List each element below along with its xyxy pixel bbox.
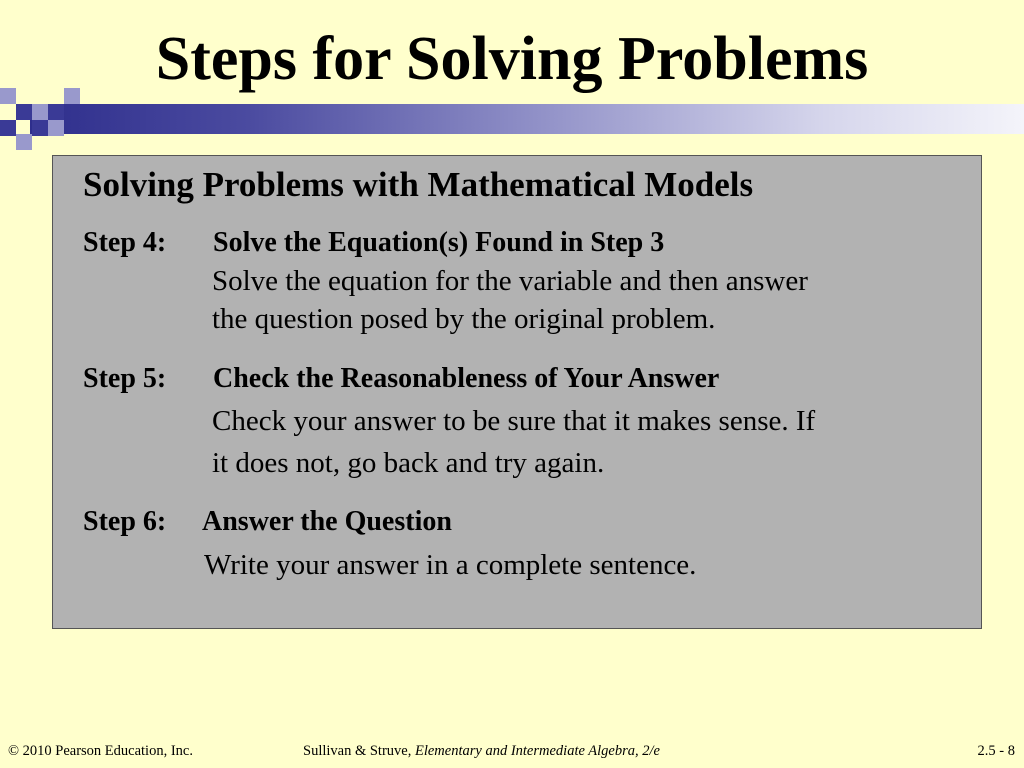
checker-square — [48, 104, 64, 120]
step-label: Step 5: — [83, 363, 167, 394]
footer-page-number: 2.5 - 8 — [977, 743, 1015, 759]
step-line: Write your answer in a complete sentence. — [204, 549, 697, 581]
step-label: Step 6: — [83, 506, 167, 537]
checker-square — [48, 120, 64, 136]
step-title: Solve the Equation(s) Found in Step 3 — [213, 227, 665, 258]
step-label: Step 4: — [83, 227, 167, 258]
checker-square — [32, 120, 48, 136]
checker-square — [32, 104, 48, 120]
step-title: Check the Reasonableness of Your Answer — [213, 363, 720, 394]
step-title: Answer the Question — [202, 506, 452, 537]
step-line: it does not, go back and try again. — [212, 447, 605, 479]
title-underline-bar — [30, 104, 1024, 134]
checker-square — [64, 88, 80, 104]
slide-title: Steps for Solving Problems — [155, 25, 869, 93]
footer-book-credit — [303, 741, 660, 761]
checker-square — [16, 134, 32, 150]
checker-square — [0, 120, 16, 136]
step-line: Solve the equation for the variable and then answer — [212, 265, 808, 297]
footer-copyright: © 2010 Pearson Education, Inc. — [8, 743, 193, 759]
checker-square — [16, 104, 32, 120]
steps-box — [52, 155, 982, 629]
step-line: the question posed by the original problem. — [212, 303, 716, 335]
footer-authors: Sullivan & Struve, — [303, 743, 412, 759]
step-line: Check your answer to be sure that it makes sense. If — [212, 405, 816, 437]
box-heading: Solving Problems with Mathematical Models — [83, 165, 754, 204]
footer-book-title: Elementary and Intermediate Algebra, 2/e — [414, 743, 660, 759]
checker-square — [0, 88, 16, 104]
